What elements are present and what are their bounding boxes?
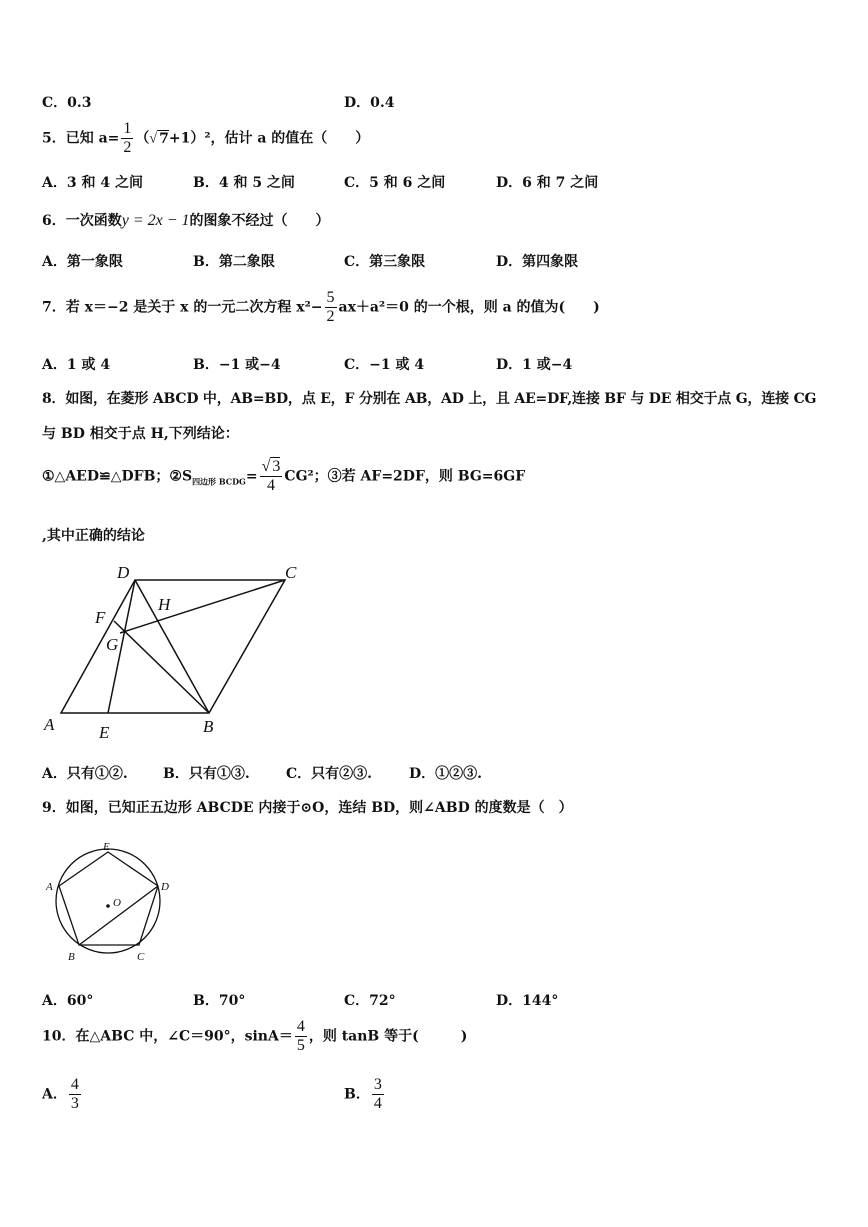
- q5-prefix: 5．已知 a=: [42, 130, 120, 147]
- question-6: [42, 210, 330, 230]
- q10-frac-den: 5: [296, 1037, 305, 1054]
- q8-line-2: 与 BD 相交于点 H,下列结论：: [42, 426, 239, 442]
- q10-prefix: 10．在△ABC 中，∠C＝90°，sinA＝: [42, 1028, 293, 1045]
- q8-option-d: D．①②③.: [409, 766, 483, 782]
- label-c: C: [137, 951, 145, 963]
- q9-option-c: C．72°: [344, 993, 396, 1009]
- q7-frac-den: 2: [326, 308, 335, 325]
- circle-o: [56, 849, 160, 953]
- q10-option-a: [42, 1076, 83, 1113]
- q9-option-a: A．60°: [42, 993, 94, 1009]
- q5-root: 7: [159, 130, 169, 147]
- q10-option-a-num: 4: [70, 1076, 79, 1093]
- q8-option-a: A．只有①②.: [42, 766, 128, 782]
- label-g: G: [106, 635, 119, 654]
- label-e: E: [103, 841, 110, 853]
- label-c: C: [285, 563, 297, 582]
- q6-option-c: C．第三象限: [344, 254, 426, 270]
- q6-option-d: D．第四象限: [496, 254, 579, 270]
- q9-option-d: D．144°: [496, 993, 559, 1009]
- q7-prefix: 7．若 x＝−2 是关于 x 的一元二次方程 x²−: [42, 299, 323, 316]
- q10-option-a-label: A．: [42, 1086, 67, 1103]
- q10-option-b-fraction: [372, 1076, 384, 1113]
- q8-subscript: 四边形 BCDG: [192, 476, 246, 487]
- label-a: A: [44, 715, 55, 734]
- q7-option-a: A．1 或 4: [42, 357, 111, 373]
- label-o: O: [113, 897, 121, 909]
- q5-option-a: A．3 和 4 之间: [42, 175, 143, 191]
- pentagon-circle-figure: [40, 838, 180, 966]
- q10-option-b-label: B．: [344, 1086, 370, 1103]
- q8-conclusions: [42, 458, 525, 495]
- q5-fraction: [121, 120, 133, 157]
- q10-option-a-fraction: [69, 1076, 81, 1113]
- segment-bf: [114, 621, 209, 713]
- q5-rest: +1）²，估计 a 的值在（ ）: [168, 130, 370, 147]
- q7-suffix: ax＋a²＝0 的一个根，则 a 的值为( ): [338, 299, 600, 316]
- q7-frac-num: 5: [326, 289, 335, 306]
- q8-option-c: C．只有②③.: [286, 766, 373, 782]
- q4-option-c: C．0.3: [42, 95, 92, 111]
- q5-option-b: B．4 和 5 之间: [193, 175, 295, 191]
- q5-option-d: D．6 和 7 之间: [496, 175, 599, 191]
- q5-frac-num: 1: [123, 120, 132, 137]
- q10-frac-num: 4: [296, 1018, 305, 1035]
- q5-paren: （: [135, 130, 150, 147]
- pentagon-abcde: [59, 852, 158, 945]
- q6-prefix: 6．一次函数: [42, 213, 122, 229]
- segment-db: [135, 580, 209, 713]
- q8-equals: =: [245, 468, 258, 485]
- q9-option-b: B．70°: [193, 993, 246, 1009]
- q5-frac-den: 2: [123, 139, 132, 156]
- label-e: E: [99, 723, 110, 742]
- q8-option-b: B．只有①③.: [163, 766, 250, 782]
- q8-conclusion-1: ①△AED≌△DFB；②S: [42, 468, 193, 485]
- q10-fraction: [295, 1018, 307, 1055]
- center-dot: [106, 904, 110, 908]
- question-7: [42, 289, 600, 326]
- q8-frac-den: 4: [267, 477, 276, 494]
- q10-option-b-num: 3: [373, 1076, 382, 1093]
- q7-option-b: B．−1 或−4: [193, 357, 281, 373]
- q6-option-a: A．第一象限: [42, 254, 123, 270]
- question-5: 5．已知 a= $\frac{1}{2}$ （√ 7+1）²，估计 a 的值在（ ）: [42, 120, 370, 156]
- q10-option-a-den: 3: [70, 1095, 79, 1112]
- label-f: F: [95, 608, 106, 627]
- q10-suffix: ，则 tanB 等于( ): [308, 1028, 468, 1045]
- q4-option-d: D．0.4: [344, 95, 395, 111]
- q7-option-d: D．1 或−4: [496, 357, 573, 373]
- question-9: 9．如图，已知正五边形 ABCDE 内接于⊙O，连结 BD，则∠ABD 的度数是（ ）: [42, 800, 573, 816]
- rhombus-abcd: [61, 580, 285, 713]
- question-10: [42, 1018, 467, 1055]
- q8-conclusion-rest: CG²；③若 AF=2DF，则 BG=6GF: [284, 468, 526, 485]
- rhombus-figure: [40, 558, 310, 746]
- q7-fraction: [325, 289, 337, 326]
- q10-option-b: [344, 1076, 386, 1113]
- q8-frac-root: 3: [272, 458, 281, 475]
- q8-fraction: [260, 458, 283, 495]
- segment-cg: [120, 580, 285, 633]
- label-a: A: [46, 881, 53, 893]
- q8-line-4: ,其中正确的结论: [42, 528, 145, 544]
- q7-option-c: C．−1 或 4: [344, 357, 425, 373]
- q6-option-b: B．第二象限: [193, 254, 275, 270]
- label-d: D: [161, 881, 169, 893]
- q5-option-c: C．5 和 6 之间: [344, 175, 446, 191]
- label-b: B: [203, 717, 214, 736]
- q8-frac-num: √ 3: [261, 458, 281, 475]
- q8-line-1: 8．如图，在菱形 ABCD 中，AB=BD，点 E，F 分别在 AB，AD 上，且 AE=DF,连接 BF 与 DE 相交于点 G，连接 CG: [42, 391, 817, 407]
- label-b: B: [68, 951, 75, 963]
- label-d: D: [117, 563, 130, 582]
- q6-suffix: 的图象不经过（ ）: [189, 213, 330, 229]
- label-h: H: [158, 595, 171, 614]
- q6-expression: y = 2x − 1: [121, 212, 190, 229]
- q10-option-b-den: 4: [373, 1095, 382, 1112]
